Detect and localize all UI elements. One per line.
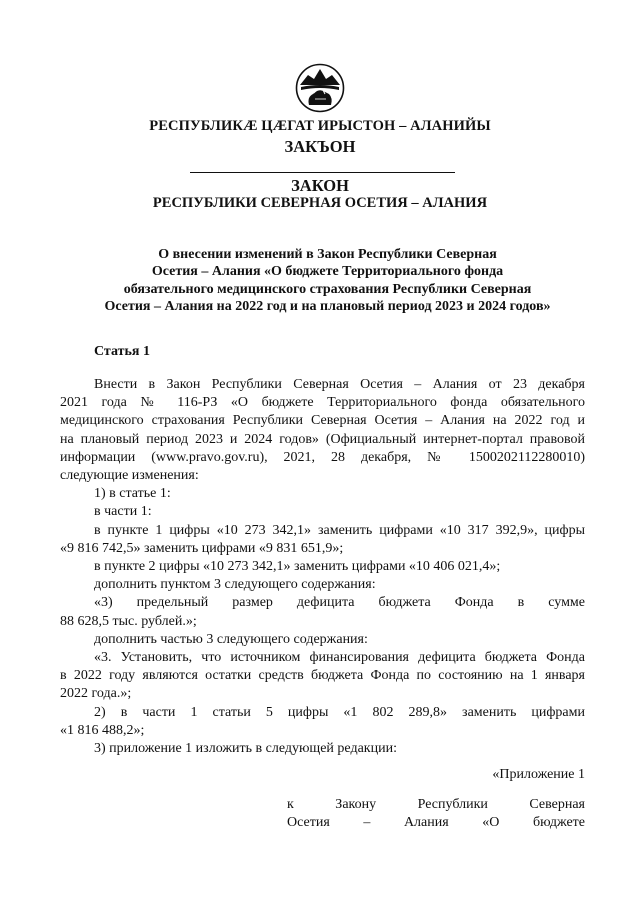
article-body xyxy=(60,376,585,758)
body-line: «9 816 742,5» заменить цифрами «9 831 651,9»; xyxy=(60,540,344,556)
body-line: информации (www.pravo.gov.ru), 2021, 28 декабря, № 1500202112280010) xyxy=(60,449,585,465)
body-line: 2022 года.»; xyxy=(60,686,132,702)
title-line: Осетия – Алания «О бюджете Территориального фонда xyxy=(151,264,504,280)
body-line: «1 816 488,2»; xyxy=(60,722,145,738)
appendix-label: «Приложение 1 xyxy=(492,767,585,782)
republic-name: РЕСПУБЛИКИ СЕВЕРНАЯ ОСЕТИЯ – АЛАНИЯ xyxy=(152,195,488,211)
header-divider xyxy=(190,172,455,173)
body-line: 1) в статье 1: xyxy=(94,486,171,502)
body-line: 2021 года № 116-РЗ «О бюджете Территориального фонда обязательного xyxy=(60,395,585,411)
law-title xyxy=(60,246,595,315)
body-line: 88 628,5 тыс. рублей.»; xyxy=(60,613,197,629)
appendix-line: к Закону Республики Северная xyxy=(287,797,585,812)
title-line: О внесении изменений в Закон Республики Северная xyxy=(158,247,497,262)
body-line: 3) приложение 1 изложить в следующей редакции: xyxy=(94,741,397,757)
body-line: в пункте 2 цифры «10 273 342,1» заменить цифрами «10 406 021,4»; xyxy=(94,559,501,575)
body-line: «3. Установить, что источником финансирования дефицита бюджета Фонда xyxy=(94,650,585,666)
body-line: 2) в части 1 статьи 5 цифры «1 802 289,8» заменить цифрами xyxy=(94,704,585,720)
appendix-reference xyxy=(287,796,585,832)
body-line: на плановый период 2023 и 2024 годов» (Официальный интернет-портал правовой xyxy=(60,431,585,447)
ossetian-republic-name: РЕСПУБЛИКÆ ЦÆГАТ ИРЫСТОН – АЛАНИЙЫ xyxy=(149,118,491,134)
body-line: медицинского страхования Республики Северная Осетия – Алания на 2022 год и xyxy=(60,413,585,429)
law-label: ЗАКОН xyxy=(291,176,349,195)
body-line: в 2022 году являются остатки средств бюджета Фонда по состоянию на 1 января xyxy=(60,668,585,684)
coat-of-arms-emblem xyxy=(295,63,345,113)
body-line: следующие изменения: xyxy=(60,468,199,484)
article-heading: Статья 1 xyxy=(94,344,150,359)
appendix-line: Осетия – Алания «О бюджете xyxy=(287,815,585,831)
body-line: дополнить частью 3 следующего содержания: xyxy=(94,631,368,647)
body-line: дополнить пунктом 3 следующего содержания: xyxy=(94,577,376,593)
body-line: в части 1: xyxy=(94,504,152,520)
ossetian-law-label: ЗАКЪОН xyxy=(284,137,356,156)
body-line: Внести в Закон Республики Северная Осетия – Алания от 23 декабря xyxy=(94,377,585,392)
body-line: «3) предельный размер дефицита бюджета Фонда в сумме xyxy=(94,595,585,611)
title-line: Осетия – Алания на 2022 год и на плановый период 2023 и 2024 годов» xyxy=(104,298,551,314)
body-line: в пункте 1 цифры «10 273 342,1» заменить цифрами «10 317 392,9», цифры xyxy=(94,522,585,538)
title-line: обязательного медицинского страхования Республики Северная xyxy=(123,281,532,297)
